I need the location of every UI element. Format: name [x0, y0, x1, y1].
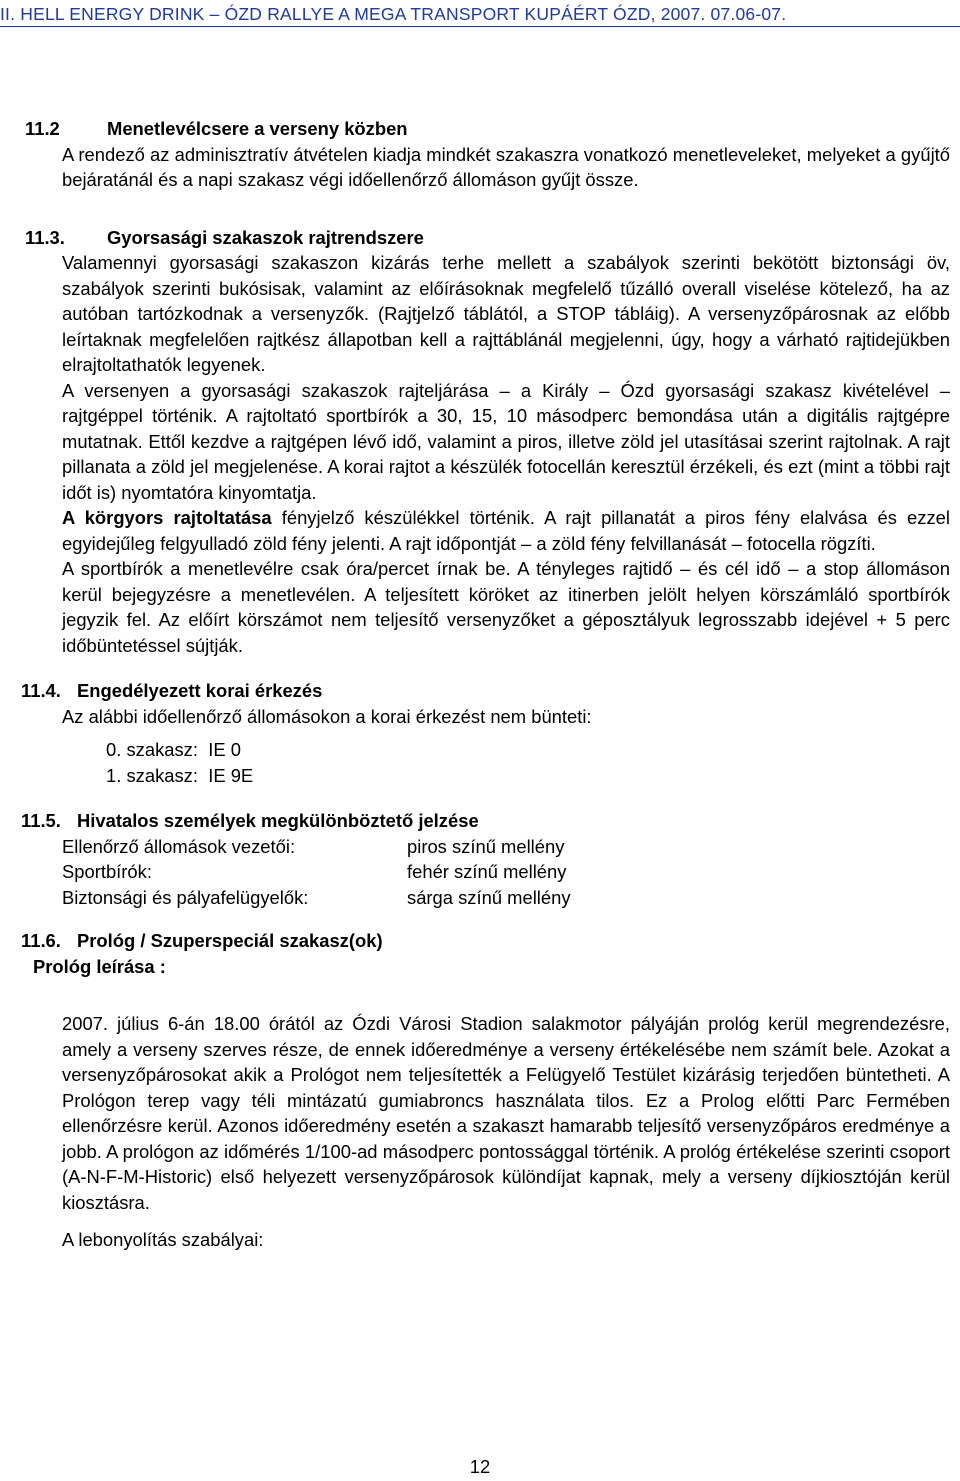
section-heading: [25, 225, 950, 251]
paragraph-text: fényjelző készülékkel történik. A rajt pillanatát a piros fény elalvása és ezzel egyidejűleg felgyulladó zöld fény jelenti. A rajt időpontját – a zöld fény felvillanását – fotocella rögzíti.: [62, 507, 950, 554]
section-number: 11.3.: [25, 226, 65, 248]
rules-label: A lebonyolítás szabályai:: [62, 1229, 264, 1250]
section-11-5: [21, 808, 950, 910]
section-heading: [21, 678, 950, 704]
page-number: 12: [469, 1456, 491, 1477]
bold-phrase: A körgyors rajtoltatása: [62, 507, 272, 528]
section-11-3: [25, 225, 950, 659]
section-subtitle: Prológ leírása :: [33, 955, 166, 977]
section-paragraph: 2007. július 6-án 18.00 órától az Ózdi Városi Stadion salakmotor pályáján prológ kerül megrendezésre, amely a verseny szerves része, de ennek időeredménye a verseny értékelésébe nem számít bele. Azokat a versenyzőpárosokat akik a Prológot nem teljesítették a Felügyelő Testület kizárásig terjedően büntetheti. A Prológon terep vagy téli mintázatú gumiabroncs használata tilos. Ez a Prolog előtti Parc Fermében ellenőrzésre kerül. Azonos időeredmény esetén a szakaszt hamarabb teljesítő versenyzőpáros eredménye a jobb. A prológon az időmérés 1/100-ad másodperc pontossággal történik. A prológ értékelése szerinti csoport (A-N-F-M-Historic) első helyezett versenyzőpárosok különdíjat kapnak, mely a verseny díjkiosztóján kerül kiosztásra.: [62, 1013, 950, 1213]
running-header: II. HELL ENERGY DRINK – ÓZD RALLYE A MEGA TRANSPORT KUPÁÉRT ÓZD, 2007. 07.06-07.: [0, 4, 787, 24]
officials-table: [62, 834, 950, 911]
section-11-4: [21, 678, 950, 788]
official-mark: sárga színű mellény: [407, 886, 571, 908]
section-11-6: [21, 928, 950, 1253]
early-arrival-list: [106, 737, 950, 788]
official-role: Biztonsági és pályafelügyelők:: [62, 886, 309, 908]
section-title: Hivatalos személyek megkülönböztető jelzése: [77, 810, 479, 831]
section-paragraph: A versenyen a gyorsasági szakaszok rajteljárása – a Király – Ózd gyorsasági szakasz kivételével – rajtgéppel történik. A rajtoltató sportbírók a 30, 15, 10 másodperc bemondása után a digitális rajtgépre mutatnak. Ettől kezdve a rajtgépen lévő idő, valamint a piros, illetve zöld jel utasításai szerint rajtolnak. A rajt pillanata a zöld jel megjelenése. A korai rajtot a készülék fotocellán keresztül érzékeli, és ezt (mint a többi rajt időt is) nyomtatóra kinyomtatja.: [62, 379, 950, 503]
section-heading: [21, 928, 950, 954]
section-title: Menetlevélcsere a verseny közben: [107, 118, 408, 139]
section-number: 11.2: [25, 118, 60, 139]
section-heading: [25, 116, 950, 142]
section-11-2: [25, 116, 950, 193]
official-mark: fehér színű mellény: [407, 861, 567, 882]
section-paragraph: Az alábbi időellenőrző állomásokon a korai érkezést nem bünteti:: [62, 705, 592, 727]
section-paragraph: Valamennyi gyorsasági szakaszon kizárás terhe mellett a szabályok szerinti bekötött biztonsági öv, szabályok szerinti bukósisak, valamint az előírásoknak megfelelő tűzálló overall viselése kötelező, ha az autóban tartózkodnak a versenyzők. (Rajtjelző táblától, a STOP tábláig). A versenyzőpárosnak az előbb leírtaknak megfelelően rajtkész állapotban kell a rajttáblánál megjelenni, úgy, hogy a várható rajtidejükben elrajtoltathatók legyenek.: [62, 252, 950, 375]
official-role: Ellenőrző állomások vezetői:: [62, 835, 296, 857]
section-heading: [21, 808, 950, 834]
official-mark: piros színű mellény: [407, 835, 565, 857]
header-divider: [0, 26, 960, 27]
section-title: Gyorsasági szakaszok rajtrendszere: [107, 226, 424, 248]
official-role: Sportbírók:: [62, 861, 152, 882]
section-number: 11.5.: [21, 810, 61, 831]
list-item: 0. szakasz: IE 0: [106, 739, 241, 760]
section-paragraph: [62, 505, 950, 556]
section-number: 11.6.: [21, 930, 61, 951]
section-number: 11.4.: [21, 680, 61, 701]
section-paragraph: A sportbírók a menetlevélre csak óra/percet írnak be. A tényleges rajtidő – és cél idő – a stop állomáson kerül bejegyzésre a menetlevélen. A teljesített köröket az itinerben jelölt helyen körszámláló sportbírók jegyzik fel. Az előírt körszámot nem teljesítő versenyzőket a géposztályuk legrosszabb idejével + 5 perc időbüntetéssel sújtják.: [62, 558, 950, 656]
section-title: Prológ / Szuperspeciál szakasz(ok): [77, 930, 383, 951]
list-item: 1. szakasz: IE 9E: [106, 764, 254, 786]
section-title: Engedélyezett korai érkezés: [77, 680, 323, 701]
section-paragraph: A rendező az adminisztratív átvételen kiadja mindkét szakaszra vonatkozó menetleveleket, melyeket a gyűjtő bejáratánál és a napi szakasz végi időellenőrző állomáson gyűjt össze.: [62, 143, 950, 190]
document-body: [21, 116, 950, 1253]
